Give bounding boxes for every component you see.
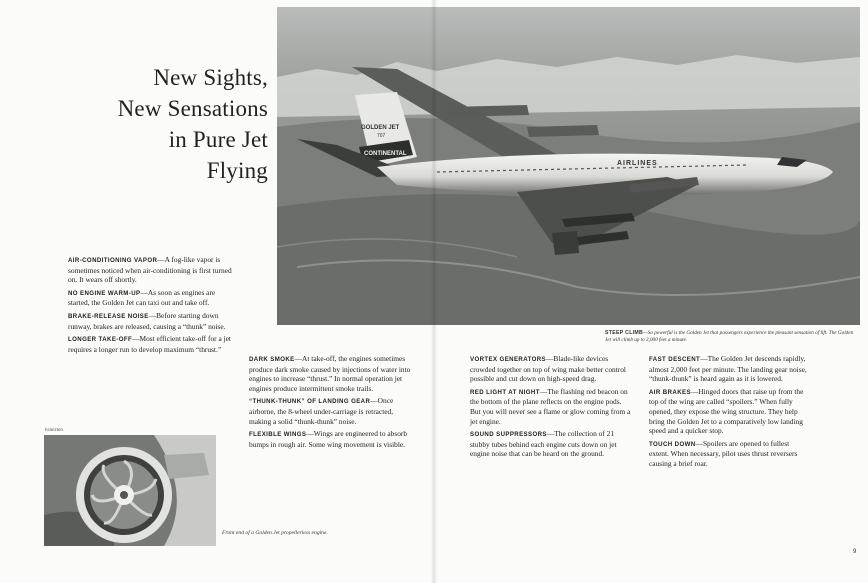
feature-entry bbox=[649, 387, 809, 436]
entry-body: —The flashing red beacon on the bottom of the plane reflects on the engine pods. But you will never see a flame or glow coming from a jet engine. bbox=[470, 386, 631, 426]
entry-body: —Once airborne, the 8-wheel under-carriage is retracted, making a solid “thunk-thunk” noise. bbox=[249, 396, 394, 426]
text-column-3 bbox=[470, 354, 632, 462]
entry-heading: AIR-CONDITIONING VAPOR bbox=[68, 257, 158, 264]
feature-entry bbox=[249, 396, 417, 426]
entry-body: —At take-off, the engines sometimes produce dark smoke caused by injections of water into engines to increase “thrust.” In normal operation jet engines produce intermittent smoke trails. bbox=[249, 354, 411, 393]
feature-entry bbox=[470, 354, 632, 384]
entry-body: —Before starting down runway, brakes are released, causing a “thunk” noise. bbox=[68, 310, 226, 331]
entry-heading: NO ENGINE WARM-UP bbox=[68, 289, 141, 297]
engine-photo bbox=[44, 435, 216, 546]
entry-body: —Hinged doors that raise up from the top of the wing are called “spoilers.” When fully opened, they expose the wing structure. They help bring the Golden Jet to a comparatively low landing speed and a quicker stop. bbox=[649, 386, 804, 436]
feature-entry bbox=[470, 387, 632, 426]
entry-heading: SOUND SUPPRESSORS bbox=[470, 431, 547, 439]
entry-heading: RED LIGHT AT NIGHT bbox=[470, 388, 540, 396]
entry-body: —As soon as engines are started, the Golden Jet can taxi out and take off. bbox=[68, 287, 216, 308]
entry-heading: BRAKE-RELEASE NOISE bbox=[68, 312, 149, 320]
entry-body: —Blade-like devices crowded together on top of wing make better control possible and cut down on high-speed drag. bbox=[470, 354, 626, 384]
entry-body: —A fog-like vapor is sometimes noticed when air-conditioning is first turned on. It wears off shortly. bbox=[68, 255, 232, 285]
engine-caption: Front end of a Golden Jet propellerless engine. bbox=[222, 530, 328, 536]
entry-heading: LONGER TAKE-OFF bbox=[68, 336, 133, 344]
entry-body: —The Golden Jet descends rapidly, almost 2,000 feet per minute. The landing gear noise, “thunk-thunk” is heard again as it is lowered. bbox=[649, 354, 807, 384]
entry-body: —The collection of 21 stubby tubes behind each engine cuts down on jet engine noise that can be heard on the ground. bbox=[470, 429, 617, 459]
feature-entry bbox=[68, 334, 238, 354]
photo-caption bbox=[605, 330, 860, 344]
feature-entry bbox=[249, 354, 417, 393]
title-line: Flying bbox=[206, 158, 268, 183]
entry-heading: TOUCH DOWN bbox=[649, 440, 696, 448]
title-line: New Sights, bbox=[153, 65, 268, 90]
entry-heading: VORTEX GENERATORS bbox=[470, 356, 546, 363]
entry-body: —Wings are engineered to absorb bumps in rough air. Some wing movement is visible. bbox=[249, 429, 408, 449]
entry-heading: AIR BRAKES bbox=[649, 388, 691, 396]
caption-heading: STEEP CLIMB bbox=[605, 330, 644, 336]
feature-entry bbox=[249, 429, 417, 449]
photo-credit: Kranzten bbox=[45, 427, 64, 432]
entry-heading: FAST DESCENT bbox=[649, 356, 701, 363]
feature-entry bbox=[649, 354, 809, 384]
entry-body: —Most efficient take-off for a jet requires a longer run to develop maximum “thrust.” bbox=[68, 334, 231, 354]
airplane-photo bbox=[277, 7, 860, 325]
fuselage-text: AIRLINES bbox=[617, 160, 658, 167]
title-line: in Pure Jet bbox=[168, 127, 268, 152]
tail-airline-text: CONTINENTAL bbox=[364, 151, 407, 157]
entry-heading: DARK SMOKE bbox=[249, 356, 295, 363]
feature-entry bbox=[68, 311, 238, 331]
page-title bbox=[0, 62, 268, 186]
feature-entry bbox=[68, 288, 238, 308]
jet-engine-intake-illustration bbox=[44, 435, 216, 546]
jet-in-flight-illustration bbox=[277, 7, 860, 325]
entry-body: —Spoilers are opened to fullest extent. When necessary, pilot uses thrust reversers causing a brief roar. bbox=[649, 438, 798, 468]
caption-body: —So powerful is the Golden Jet that passengers experience the pleasant sensation of lift. The Golden Jet will climb up to 3,000 feet a minute. bbox=[605, 330, 854, 343]
text-column-4 bbox=[649, 354, 809, 472]
entry-heading: “THUNK-THUNK” OF LANDING GEAR bbox=[249, 398, 371, 406]
text-column-2 bbox=[249, 354, 417, 452]
tail-logo-text: GOLDEN JET bbox=[361, 125, 400, 131]
feature-entry bbox=[649, 439, 809, 469]
tail-model-text: 707 bbox=[377, 133, 386, 139]
page-number: 9 bbox=[853, 549, 857, 555]
feature-entry bbox=[470, 429, 632, 459]
entry-heading: FLEXIBLE WINGS bbox=[249, 431, 307, 439]
text-column-1 bbox=[68, 255, 238, 357]
title-line: New Sensations bbox=[117, 96, 268, 121]
feature-entry bbox=[68, 255, 238, 285]
page-gutter bbox=[431, 0, 437, 583]
